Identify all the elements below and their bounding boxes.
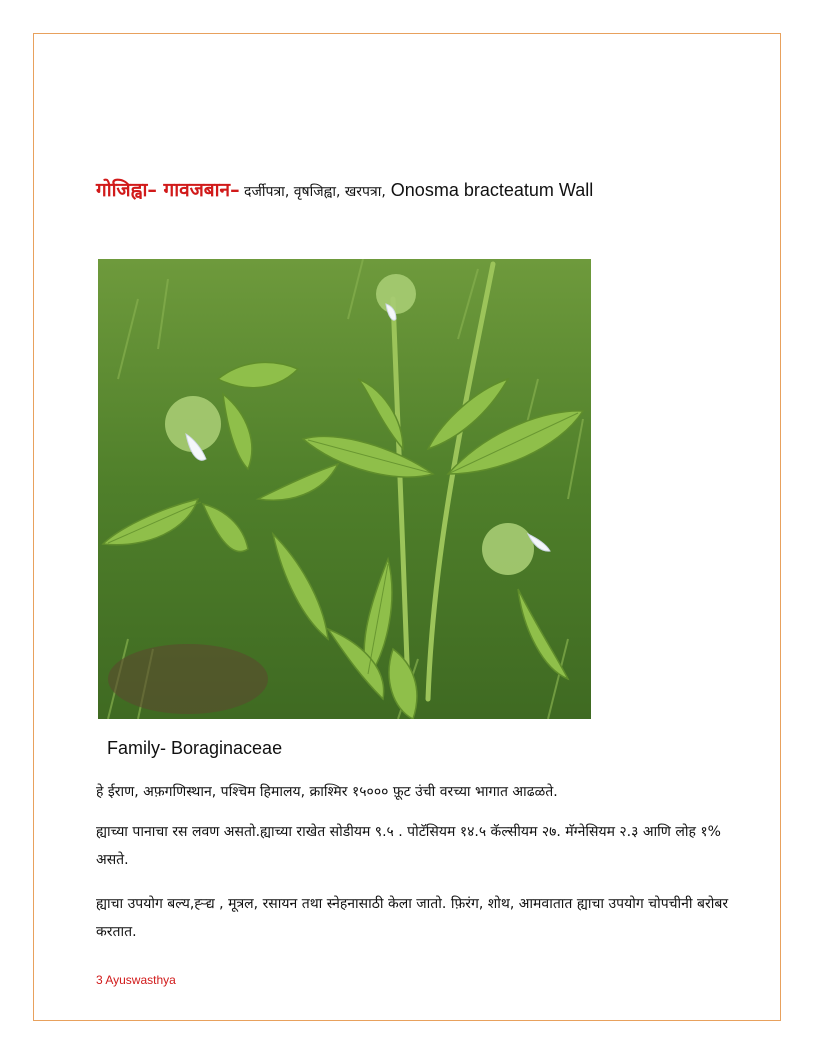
page-title	[96, 176, 593, 202]
page-footer: 3 Ayuswasthya	[96, 973, 176, 987]
paragraph-uses: ह्याचा उपयोग बल्य,ह्ऱ्द्य , मूत्रल, रसायन तथा स्नेहनासाठी केला जातो. फ़िरंग, शोथ, आमवातात ह्याचा उपयोग चोपचीनी बरोबर करतात.	[96, 896, 729, 940]
title-latin-name: Onosma bracteatum Wall	[385, 180, 594, 200]
title-highlight: गोजिह्वा– गावजबान–	[96, 179, 240, 201]
paragraph-origin: हे ईराण, अफ़गणिस्थान, पश्चिम हिमालय, क्राश्मिर १५००० फ़ूट उंची वरच्या भागात आढळते.	[96, 784, 558, 800]
title-synonyms: दर्जीपत्रा, वृषजिह्वा, खरपत्रा,	[239, 184, 386, 200]
plant-illustration	[98, 259, 591, 719]
paragraph-composition: ह्याच्या पानाचा रस लवण असतो.ह्याच्या राखेत सोडीयम ९.५ . पोटॅसियम १४.५ कॅल्सीयम २७. मॅग्नेसियम २.३ आणि लोह १% असते.	[96, 824, 721, 868]
plant-photo	[98, 259, 591, 719]
plant-family: Family- Boraginaceae	[107, 738, 283, 758]
